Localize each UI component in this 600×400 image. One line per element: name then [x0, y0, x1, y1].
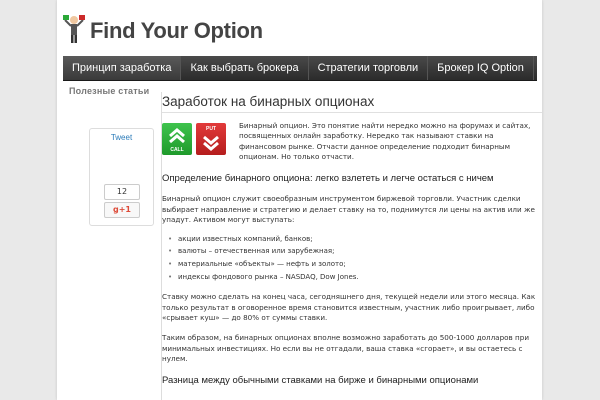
paragraph: Ставку можно сделать на конец часа, сегодняшнего дня, текущей недели или этого месяца. Как только результат в оговоренное время становится известным, участник либо проигрывает, либо «срывает куш» — до 80% от суммы ставки. [162, 292, 536, 323]
main-nav [63, 56, 537, 81]
subnav-useful-articles[interactable]: Полезные статьи [69, 86, 150, 96]
chevron-up-icon [162, 125, 192, 147]
article [162, 94, 540, 387]
call-put-image [162, 123, 232, 157]
gplus-button[interactable]: g+1 [104, 202, 140, 218]
share-count: 12 [104, 184, 140, 200]
page [57, 0, 542, 400]
site-title[interactable]: Find Your Option [90, 18, 263, 43]
list-item: • материальные «объекты» — нефть и золото; [174, 258, 540, 271]
page-title: Заработок на бинарных опционах [162, 94, 542, 113]
list-item: • индексы фондового рынка – NASDAQ, Dow Jones. [174, 271, 540, 284]
nav-item-principle[interactable]: Принцип заработка [63, 56, 181, 80]
call-badge [162, 123, 192, 155]
put-label: PUT [206, 126, 216, 132]
nav-item-iq-option[interactable]: Брокер IQ Option [428, 56, 534, 80]
paragraph: Бинарный опцион служит своеобразным инструментом биржевой торговли. Участник сделки выбирает направление и стратегию и делает ставку на то, поднимутся ли цены на актив или же упадут. Активом могут выступать: [162, 194, 535, 225]
call-label: CALL [170, 147, 184, 153]
nav-item-choose-broker[interactable]: Как выбрать брокера [181, 56, 308, 80]
intro-paragraph: Бинарный опцион. Это понятие найти нередко можно на форумах и сайтах, посвященных онлайн заработку. Нередко так называют ставки на финансовом рынке. Отчасти данное определение подходит бинарным опционам. Но только отчасти. [239, 121, 531, 162]
nav-item-strategies[interactable]: Стратегии торговли [309, 56, 429, 80]
section-heading-definition: Определение бинарного опциона: легко взлететь и легче остаться с ничем [162, 173, 494, 184]
put-badge [196, 123, 226, 155]
asset-list [162, 233, 540, 283]
list-item: • валюты – отечественная или зарубежная; [174, 245, 540, 258]
tweet-button[interactable]: Tweet [110, 133, 133, 142]
paragraph: Таким образом, на бинарных опционах вполне возможно заработать до 500-1000 долларов при минимальных инвестициях. Но если вы не отгадали, ваша ставка «сгорает», и вы остаетесь с нулем. [162, 332, 529, 364]
article-intro [162, 121, 540, 163]
share-box [89, 128, 154, 226]
list-item: • акции известных компаний, банков; [174, 233, 540, 246]
chevron-down-icon [196, 132, 226, 154]
logo-figure-icon [63, 14, 85, 44]
section-heading-difference: Разница между обычными ставками на бирже и бинарными опционами [162, 374, 479, 386]
